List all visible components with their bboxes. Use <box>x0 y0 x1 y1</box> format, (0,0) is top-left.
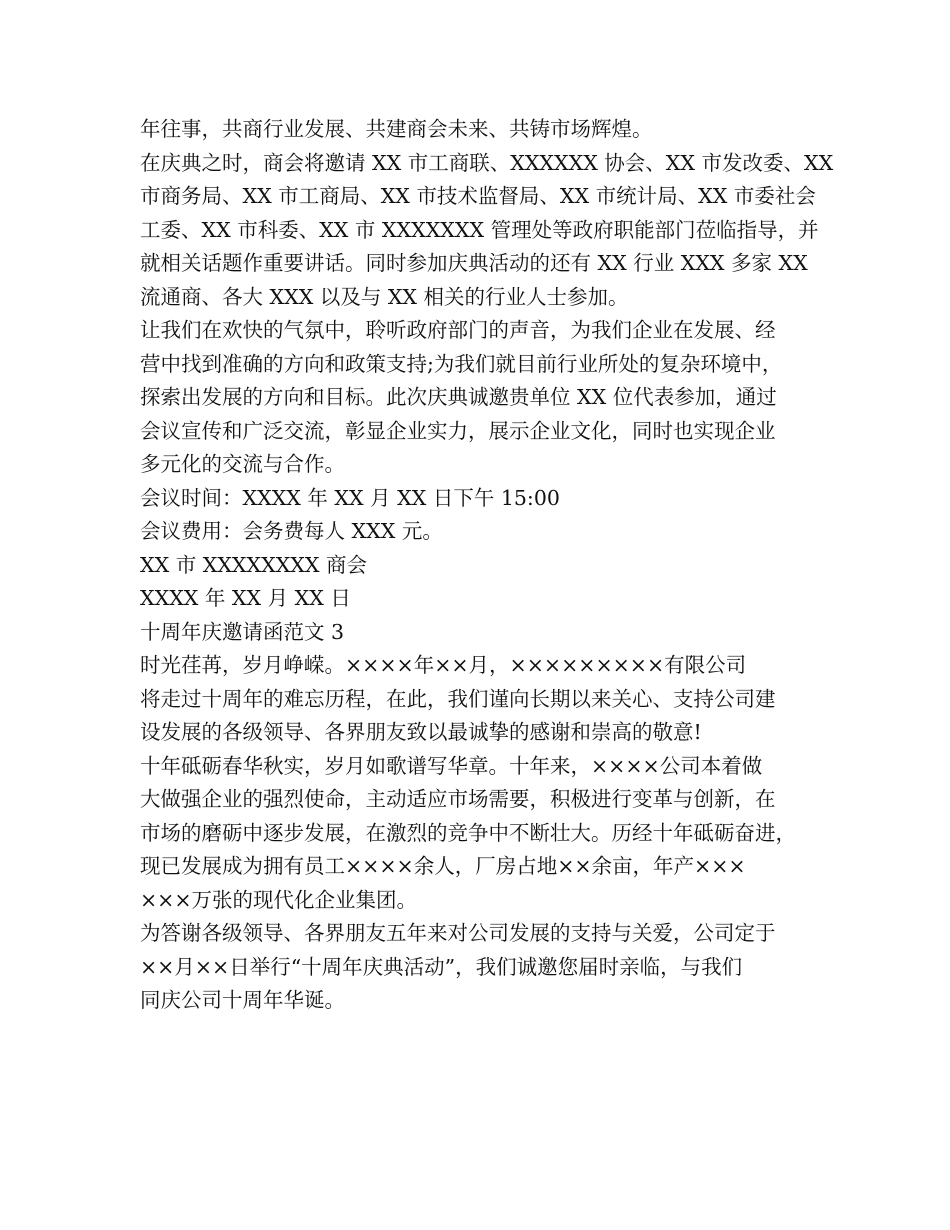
text-line: 市场的磨砺中逐步发展，在激烈的竞争中不断壮大。历经十年砥砺奋进， <box>140 820 796 845</box>
signature-date: XXXX 年 XX 月 XX 日 <box>140 586 351 610</box>
text-line: 市商务局、XX 市工商局、XX 市技术监督局、XX 市统计局、XX 市委社会 <box>140 184 816 208</box>
section-heading: 十周年庆邀请函范文 3 <box>140 619 345 644</box>
meeting-time: 会议时间：XXXX 年 XX 月 XX 日下午 15:00 <box>140 485 560 510</box>
text-line: 现已发展成为拥有员工××××余人，厂房占地××余亩，年产××× <box>140 854 746 878</box>
text-line: 流通商、各大 XXX 以及与 XX 相关的行业人士参加。 <box>140 284 629 309</box>
text-line: 让我们在欢快的气氛中，聆听政府部门的声音，为我们企业在发展、经 <box>140 318 776 342</box>
text-line: 在庆典之时，商会将邀请 XX 市工商联、XXXXXX 协会、XX 市发改委、XX <box>140 150 834 175</box>
document-body <box>140 113 834 1018</box>
text-line: 就相关话题作重要讲话。同时参加庆典活动的还有 XX 行业 XXX 多家 XX <box>140 251 808 275</box>
text-line: 同庆公司十周年华诞。 <box>140 988 345 1012</box>
text-line: 设发展的各级领导、各界朋友致以最诚挚的感谢和崇高的敬意! <box>140 720 702 744</box>
text-line: 探索出发展的方向和目标。此次庆典诚邀贵单位 XX 位代表参加，通过 <box>140 385 777 409</box>
text-line: ××月××日举行“十周年庆典活动”，我们诚邀您届时亲临，与我们 <box>140 954 743 979</box>
text-line: 年往事，共商行业发展、共建商会未来、共铸市场辉煌。 <box>140 117 653 141</box>
text-line: 时光荏苒，岁月峥嵘。××××年××月，×××××××××有限公司 <box>140 653 747 677</box>
text-line: 十年砥砺春华秋实，岁月如歌谱写华章。十年来，××××公司本着做 <box>140 753 763 778</box>
text-line: ×××万张的现代化企业集团。 <box>140 887 418 912</box>
text-line: 工委、XX 市科委、XX 市 XXXXXXX 管理处等政府职能部门莅临指导，并 <box>140 217 819 242</box>
text-line: 将走过十周年的难忘历程，在此，我们谨向长期以来关心、支持公司建 <box>140 686 776 711</box>
text-line: 大做强企业的强烈使命，主动适应市场需要，积极进行变革与创新，在 <box>140 787 776 811</box>
signature-organization: XX 市 XXXXXXXX 商会 <box>140 552 367 577</box>
text-line: 为答谢各级领导、各界朋友五年来对公司发展的支持与关爱，公司定于 <box>140 921 776 945</box>
text-line: 会议宣传和广泛交流，彰显企业实力，展示企业文化，同时也实现企业 <box>140 418 776 443</box>
text-line: 营中找到准确的方向和政策支持;为我们就目前行业所处的复杂环境中， <box>140 351 783 376</box>
meeting-fee: 会议费用：会务费每人 XXX 元。 <box>140 519 443 543</box>
text-line: 多元化的交流与合作。 <box>140 452 345 476</box>
